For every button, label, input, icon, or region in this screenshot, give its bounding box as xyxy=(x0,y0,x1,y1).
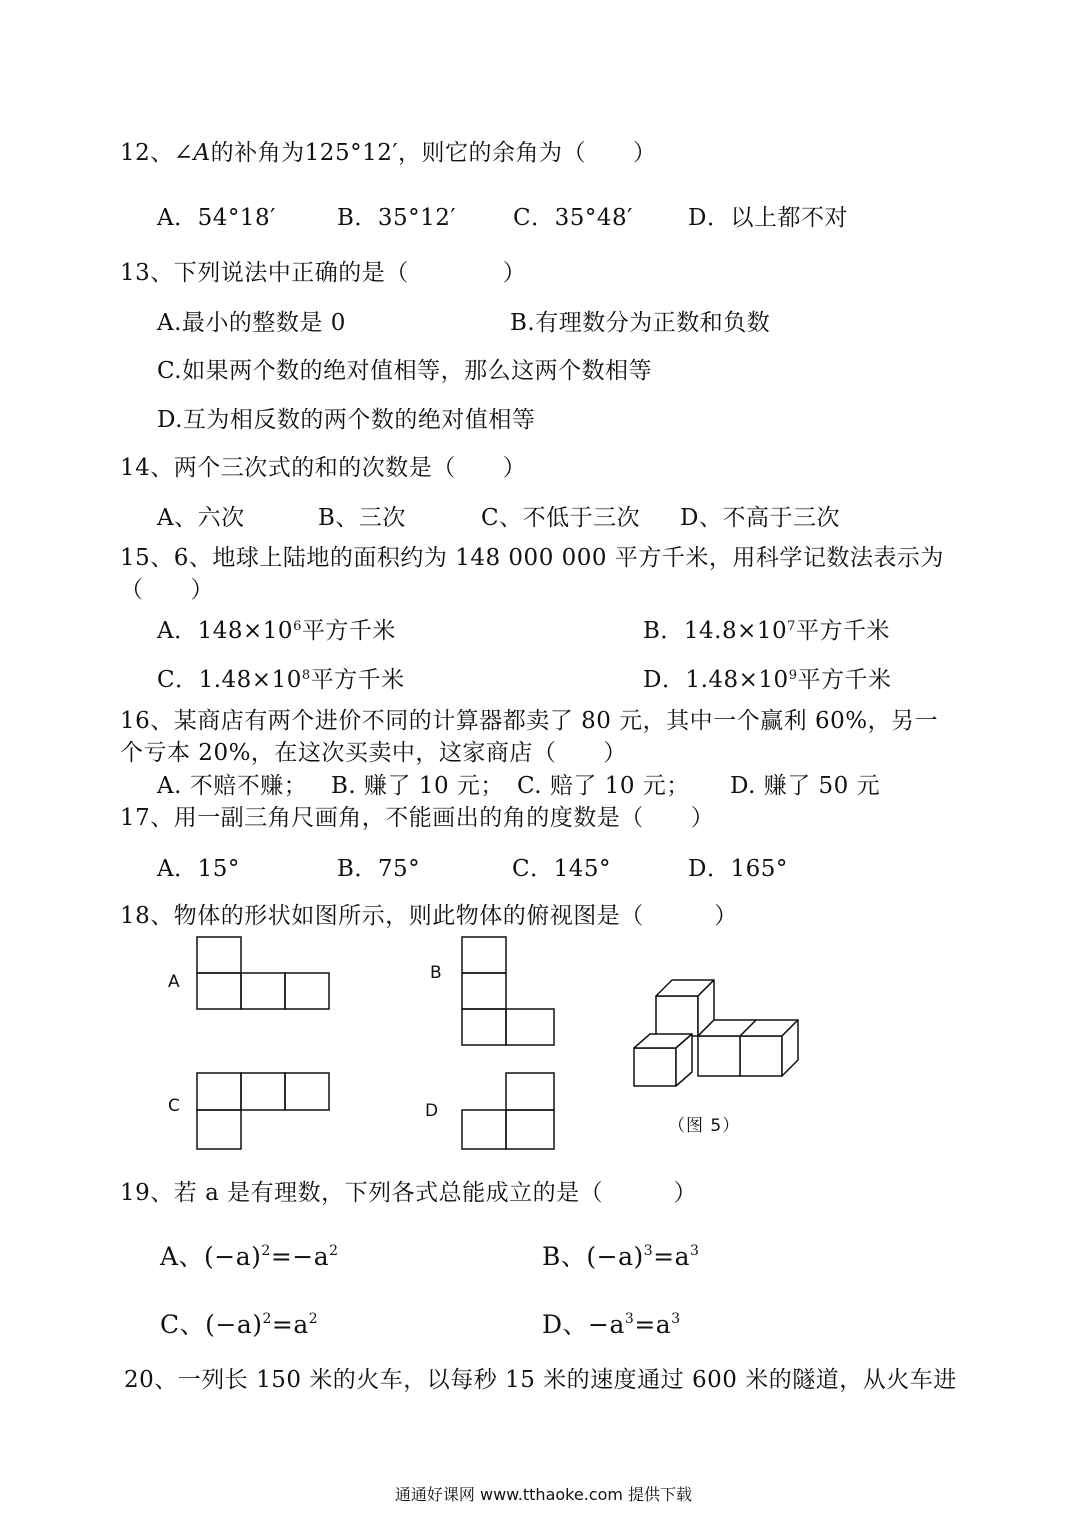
q12-stem: 12、∠A的补角为125°12′，则它的余角为（ ） xyxy=(120,140,657,166)
q18-label-c: C xyxy=(168,1096,180,1116)
q14-option-c: C、不低于三次 xyxy=(481,505,641,531)
q15-option-c: C．$1.48\times 10^8$平方千米 xyxy=(157,667,405,693)
q16-option-d: D. 赚了 50 元 xyxy=(730,773,881,799)
q19-stem: 19、若 a 是有理数，下列各式总能成立的是（ ） xyxy=(120,1180,698,1206)
q14-stem: 14、两个三次式的和的次数是（ ） xyxy=(120,455,527,481)
q19-option-b: B、$(-a)^3=a^3$ xyxy=(542,1242,700,1271)
q15-option-b: B．$14.8\times 10^7$平方千米 xyxy=(643,618,890,644)
q15-stem-line2: （ ） xyxy=(120,577,214,603)
q13-option-c: C.如果两个数的绝对值相等，那么这两个数相等 xyxy=(157,358,653,384)
q18-option-b-figure xyxy=(461,936,558,1048)
q20-stem: 20、一列长 150 米的火车，以每秒 15 米的速度通过 600 米的隧道，从火车进 xyxy=(124,1367,957,1393)
q16-stem-line2: 个亏本 20%，在这次买卖中，这家商店（ ） xyxy=(120,740,627,766)
q17-option-c: C．145° xyxy=(512,856,611,882)
q18-label-a: A xyxy=(168,972,180,992)
q19-option-c: C、$(-a)^2=a^2$ xyxy=(160,1310,319,1339)
q18-option-a-figure xyxy=(196,936,334,1012)
q13-option-a: A.最小的整数是 0 xyxy=(157,310,346,336)
q14-option-b: B、三次 xyxy=(318,505,406,531)
q13-option-d: D.互为相反数的两个数的绝对值相等 xyxy=(157,407,536,433)
q15-stem-line1: 15、6、地球上陆地的面积约为 148 000 000 平方千米，用科学记数法表示为 xyxy=(120,545,944,571)
q17-option-a: A．15° xyxy=(157,856,240,882)
q18-cube-figure xyxy=(628,974,808,1094)
page-footer: 通通好课网 www.tthaoke.com 提供下载 xyxy=(394,1485,693,1504)
q18-figure-caption: （图 5） xyxy=(668,1116,741,1136)
q13-stem: 13、下列说法中正确的是（ ） xyxy=(120,260,527,286)
q17-option-b: B．75° xyxy=(337,856,421,882)
q13-option-b: B.有理数分为正数和负数 xyxy=(510,310,771,336)
q17-stem: 17、用一副三角尺画角，不能画出的角的度数是（ ） xyxy=(120,805,715,831)
q18-label-b: B xyxy=(430,963,442,983)
q18-option-d-figure xyxy=(461,1072,558,1152)
q15-option-d: D．$1.48\times 10^9$平方千米 xyxy=(643,667,892,693)
q16-option-a: A. 不赔不赚； xyxy=(157,773,308,799)
q19-option-d: D、$-a^3=a^3$ xyxy=(542,1310,681,1339)
q12-option-a: A．54°18′ xyxy=(157,205,276,231)
q18-stem: 18、物体的形状如图所示，则此物体的俯视图是（ ） xyxy=(120,903,738,929)
q19-option-a: A、$(-a)^2=-a^2$ xyxy=(160,1242,339,1271)
q12-option-d: D．以上都不对 xyxy=(688,205,848,231)
q12-option-b: B．35°12′ xyxy=(337,205,457,231)
q15-option-a: A．$148\times 10^6$平方千米 xyxy=(157,618,396,644)
q16-option-b: B. 赚了 10 元； xyxy=(331,773,504,799)
q18-label-d: D xyxy=(425,1101,439,1121)
q16-option-c: C. 赔了 10 元； xyxy=(517,773,690,799)
q16-stem-line1: 16、某商店有两个进价不同的计算器都卖了 80 元，其中一个赢利 60%，另一 xyxy=(120,708,939,734)
q14-option-d: D、不高于三次 xyxy=(680,505,840,531)
q18-option-c-figure xyxy=(196,1072,334,1152)
q17-option-d: D．165° xyxy=(688,856,788,882)
q12-option-c: C．35°48′ xyxy=(513,205,633,231)
q14-option-a: A、六次 xyxy=(157,505,245,531)
